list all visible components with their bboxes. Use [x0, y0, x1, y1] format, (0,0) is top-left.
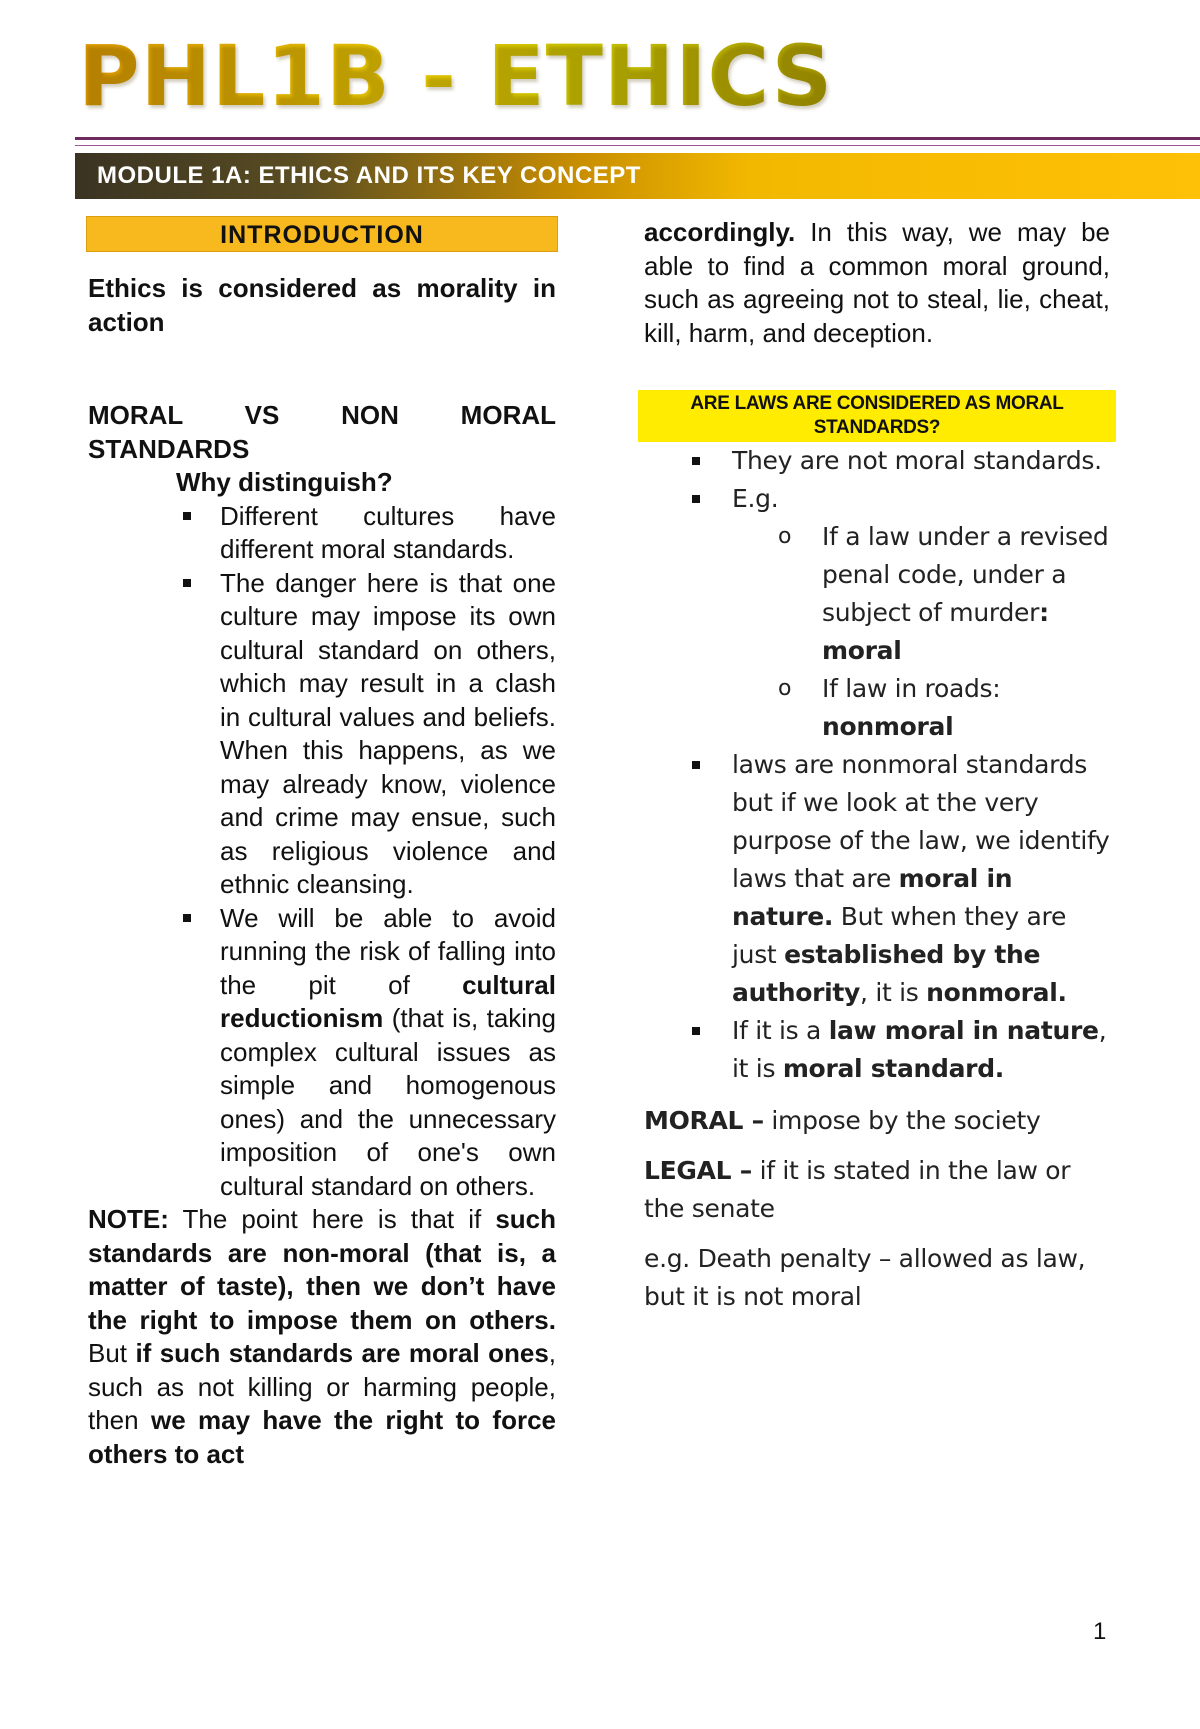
- list-item: [88, 500, 556, 567]
- list-item: [644, 746, 1110, 1012]
- list-item-text: If it is a: [732, 1016, 829, 1045]
- list-item-bold: moral standard.: [782, 1054, 1004, 1083]
- square-bullet-icon: [692, 495, 700, 503]
- list-item-text: They are not moral standards.: [732, 446, 1102, 475]
- list-item-text: The danger here is that one culture may impose its own cultural standard on others, which may result in a clash in cultural values and beliefs. When this happens, as we may already know, violence and crime may ensue, such as religious violence and ethnic cleansing.: [220, 567, 556, 899]
- title-divider: [75, 137, 1200, 146]
- square-bullet-icon: [692, 457, 700, 465]
- list-item-bold: nonmoral.: [926, 978, 1067, 1007]
- left-column: [88, 216, 556, 1471]
- list-item-bold: established by the authority: [732, 940, 1041, 1007]
- intro-lead: Ethics is considered as morality in action: [88, 273, 556, 337]
- list-item-text: We will be able to avoid running the risk of falling into the pit of: [220, 902, 556, 1000]
- list-item-text: E.g.: [732, 484, 779, 513]
- list-item-bold: moral in nature.: [732, 864, 1013, 931]
- sublist-item: [732, 670, 1110, 746]
- laws-question-heading: ARE LAWS ARE CONSIDERED AS MORAL STANDARDS?: [638, 390, 1116, 442]
- list-item: [644, 480, 1110, 746]
- continued-bold: accordingly.: [644, 217, 796, 247]
- note-label: NOTE:: [88, 1204, 169, 1234]
- subheading: Why distinguish?: [176, 467, 393, 497]
- sublist-item-text: If law in roads:: [822, 674, 1001, 703]
- continued-paragraph: [644, 216, 1110, 350]
- note-bold: if such standards are moral ones: [135, 1338, 549, 1368]
- section-title-text: MORAL VS NON MORAL STANDARDS: [88, 400, 556, 464]
- list-item: [644, 442, 1110, 480]
- list-item-text: , it is: [732, 1016, 1107, 1083]
- square-bullet-icon: [183, 914, 191, 922]
- list-item-text: But when they are just: [732, 902, 1067, 969]
- list-item: [644, 1012, 1110, 1088]
- list-item-text: (that is, taking complex cultural issues as simple and homogenous ones) and the unnecessary imposition of one's own cultural standard on others.: [220, 1003, 556, 1201]
- note-bold: such standards are non-moral (that is, a matter of taste), then we don’t have the right to impose them on others.: [88, 1204, 556, 1335]
- list-item-text: laws are nonmoral standards but if we look at the very purpose of the law, we identify laws that are: [732, 750, 1110, 893]
- sublist-item-bold: nonmoral: [822, 712, 954, 741]
- moral-definition: [644, 1102, 1110, 1140]
- example-line: e.g. Death penalty – allowed as law, but it is not moral: [644, 1244, 1086, 1311]
- note-bold: we may have the right to force others to act: [88, 1405, 556, 1469]
- definition-text: if it is stated in the law or the senate: [644, 1156, 1071, 1223]
- continued-text: In this way, we may be able to find a common moral ground, such as agreeing not to steal, lie, cheat, kill, harm, and deception.: [644, 217, 1110, 348]
- circle-bullet-icon: o: [778, 676, 792, 701]
- right-column: [644, 216, 1110, 1316]
- square-bullet-icon: [183, 512, 191, 520]
- note-text: , such as not killing or harming people, then: [88, 1338, 557, 1435]
- note-text: The point here is that if: [168, 1204, 496, 1234]
- list-item-bold: cultural reductionism: [220, 969, 556, 1033]
- circle-bullet-icon: o: [778, 524, 792, 549]
- list-item: [88, 902, 556, 1204]
- document-title: PHL1B - ETHICS: [78, 27, 834, 125]
- list-item-bold: law moral in nature: [828, 1016, 1099, 1045]
- note-text: But: [88, 1338, 136, 1368]
- definition-term: MORAL –: [644, 1106, 764, 1135]
- list-item: [88, 567, 556, 902]
- sublist-item-bold: : moral: [822, 598, 1049, 665]
- introduction-heading: INTRODUCTION: [86, 216, 558, 252]
- definition-term: LEGAL –: [644, 1156, 752, 1185]
- square-bullet-icon: [692, 761, 700, 769]
- module-banner: MODULE 1A: ETHICS AND ITS KEY CONCEPT: [75, 153, 1200, 199]
- section-title: [88, 399, 556, 466]
- sublist-item-text: If a law under a revised penal code, under a subject of murder: [822, 522, 1109, 627]
- example-sublist: [732, 518, 1110, 746]
- legal-definition: [644, 1152, 1110, 1228]
- note-paragraph: [88, 1203, 556, 1471]
- page-number: 1: [1093, 1618, 1107, 1645]
- reasons-list: [88, 500, 556, 1204]
- square-bullet-icon: [183, 579, 191, 587]
- square-bullet-icon: [692, 1027, 700, 1035]
- sublist-item: [732, 518, 1110, 670]
- list-item-text: Different cultures have different moral standards.: [220, 500, 556, 564]
- list-item-text: , it is: [860, 978, 927, 1007]
- laws-list: [644, 442, 1110, 1088]
- definition-text: impose by the society: [763, 1106, 1041, 1135]
